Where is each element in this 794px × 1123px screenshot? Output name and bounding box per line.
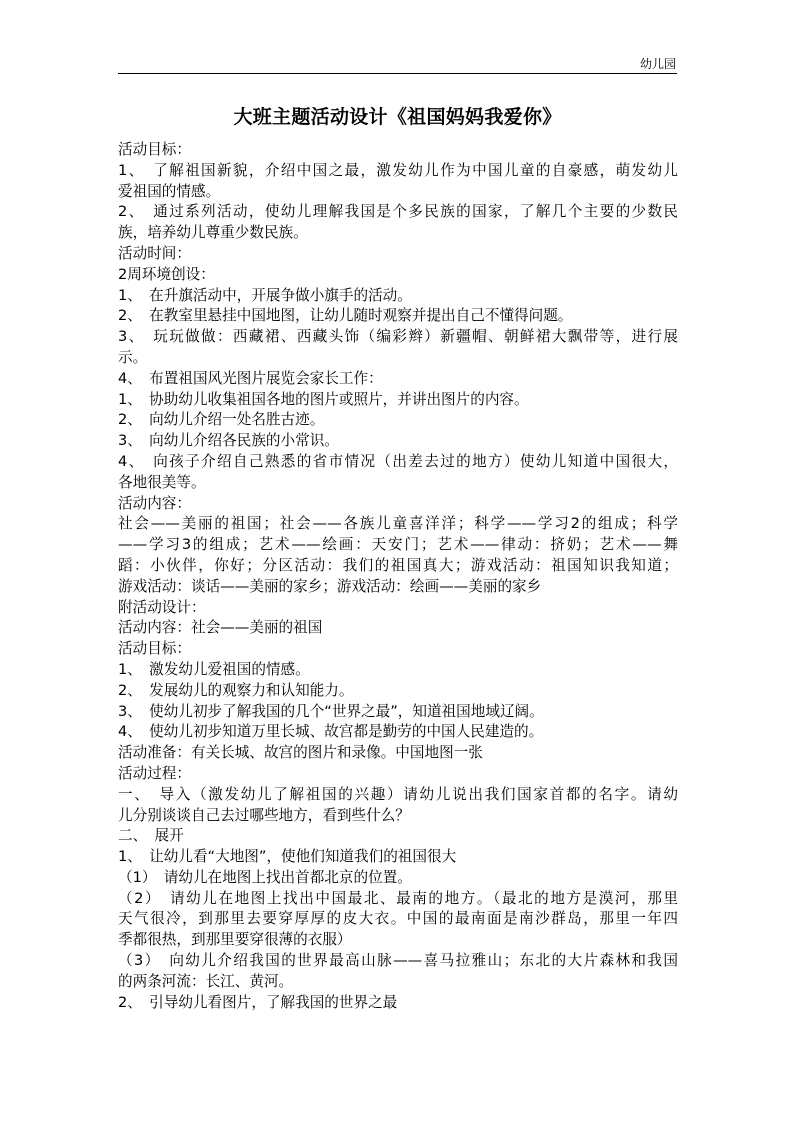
text-line: 儿分别谈谈自己去过哪些地方，看到些什么？ [118,806,410,824]
text-line: 附活动设计： [118,598,206,616]
text-line: 游戏活动：谈话——美丽的家乡；游戏活动：绘画——美丽的家乡 [118,577,542,595]
text-line: 1、 协助幼儿收集祖国各地的图片或照片，并讲出图片的内容。 [118,390,529,408]
text-line: 1、 让幼儿看“大地图”，使他们知道我们的祖国很大 [118,848,457,866]
text-line: 活动准备：有关长城、故宫的图片和录像。中国地图一张 [118,744,483,762]
text-line: 社会——美丽的祖国；社会——各族儿童喜洋洋；科学——学习2的组成；科学 [118,515,678,533]
text-line: 3、 使幼儿初步了解我国的几个“世界之最”，知道祖国地域辽阔。 [118,702,544,720]
text-line: 1、 激发幼儿爱祖国的情感。 [118,660,310,678]
text-line: （3） 向幼儿介绍我国的世界最高山脉——喜马拉雅山；东北的大片森林和我国 [118,952,678,970]
text-line: 3、 向幼儿介绍各民族的小常识。 [118,432,339,450]
text-line: 活动目标： [118,640,191,658]
text-line: 2、 向幼儿介绍一处名胜古迹。 [118,411,325,429]
text-line: 示。 [118,348,148,366]
text-line: 3、 玩玩做做：西藏裙、西藏头饰（编彩辫）新疆帽、朝鲜裙大飘带等，进行展 [118,328,678,346]
text-line: 2、 在教室里悬挂中国地图，让幼儿随时观察并提出自己不懂得问题。 [118,307,573,325]
text-line: 4、 使幼儿初步知道万里长城、故宫都是勤劳的中国人民建造的。 [118,723,544,741]
header-label: 幼儿园 [639,57,676,71]
text-line: 活动过程： [118,764,191,782]
text-line: 活动内容：社会——美丽的祖国 [118,619,323,637]
text-line: 4、 向孩子介绍自己熟悉的省市情况（出差去过的地方）使幼儿知道中国很大， [118,452,678,470]
text-line: （2） 请幼儿在地图上找出中国最北、最南的地方。（最北的地方是漠河，那里 [118,889,678,907]
text-line: 活动目标： [118,141,191,158]
text-line: 2、 通过系列活动，使幼儿理解我国是个多民族的国家，了解几个主要的少数民 [118,203,678,221]
text-line: 活动内容： [118,494,191,512]
header-divider [118,73,677,74]
text-line: 2周环境创设： [118,265,215,283]
text-line: 1、 了解祖国新貌，介绍中国之最，激发幼儿作为中国儿童的自豪感，萌发幼儿 [118,161,678,179]
text-line: （1） 请幼儿在地图上找出首都北京的位置。 [118,868,412,886]
text-line: 活动时间： [118,244,191,262]
text-line: 一、 导入（激发幼儿了解祖国的兴趣）请幼儿说出我们国家首都的名字。请幼 [118,785,678,803]
text-line: 天气很冷，到那里去要穿厚厚的皮大衣。中国的最南面是南沙群岛，那里一年四 [118,910,678,928]
text-line: 2、 引导幼儿看图片，了解我国的世界之最 [118,993,398,1011]
text-line: 爱祖国的情感。 [118,182,221,200]
text-line: 1、 在升旗活动中，开展争做小旗手的活动。 [118,286,412,304]
text-line: 的两条河流：长江、黄河。 [118,972,294,990]
text-line: 族，培养幼儿尊重少数民族。 [118,224,308,242]
text-line: 季都很热，到那里要穿很薄的衣服） [118,931,352,949]
document-body [118,140,678,1013]
text-line: 二、 展开 [118,827,184,845]
text-line: 2、 发展幼儿的观察力和认知能力。 [118,681,354,699]
text-line: 各地很美等。 [118,473,206,491]
text-line: 4、 布置祖国风光图片展览会家长工作： [118,369,383,387]
document-title: 大班主题活动设计《祖国妈妈我爱你》 [233,106,562,128]
text-line: 蹈：小伙伴，你好；分区活动：我们的祖国真大；游戏活动：祖国知识我知道； [118,556,678,574]
text-line: ——学习3的组成；艺术——绘画：天安门；艺术——律动：挤奶；艺术——舞 [118,536,678,554]
